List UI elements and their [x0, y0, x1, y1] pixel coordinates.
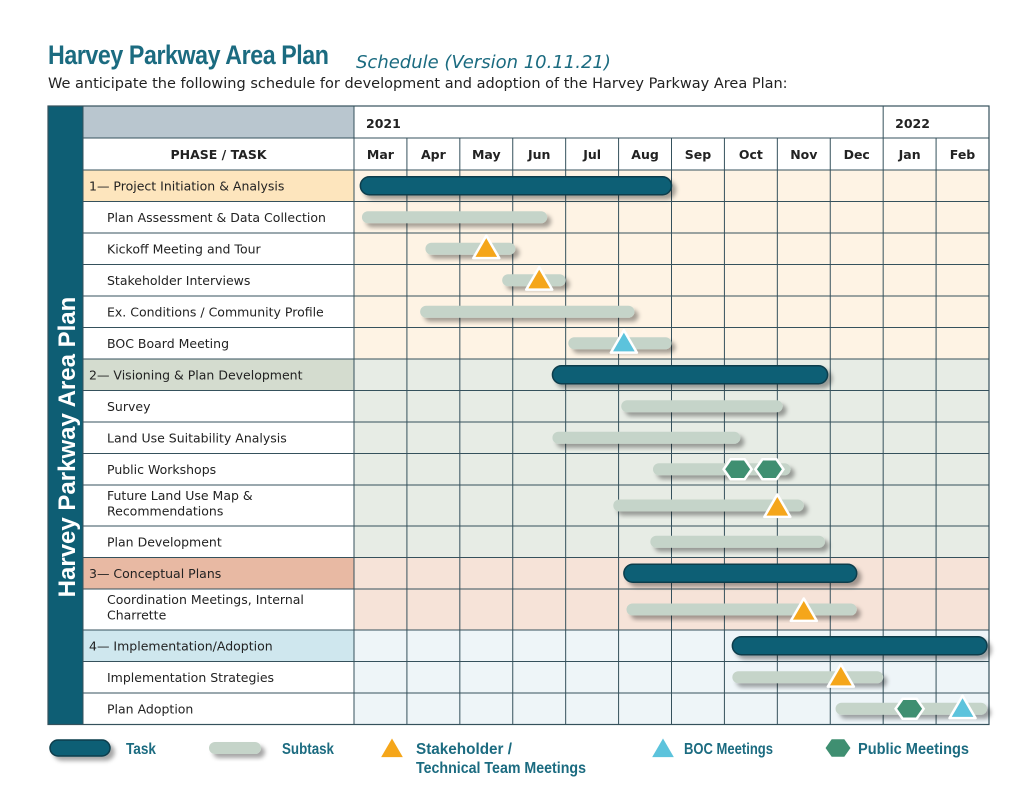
legend-label: BOC Meetings: [684, 741, 773, 758]
page-subtitle: Schedule (Version 10.11.21): [356, 52, 611, 73]
year-label: 2021: [366, 116, 401, 131]
month-label: May: [471, 147, 501, 162]
intro-text: We anticipate the following schedule for development and adoption of the Harvey Parkway Area Plan:: [48, 76, 788, 92]
task-label: Charrette: [107, 607, 167, 623]
task-label: Recommendations: [107, 503, 224, 519]
month-label: Jun: [527, 147, 551, 162]
month-label: Aug: [631, 147, 659, 162]
month-label: Nov: [790, 147, 818, 162]
task-bar: [732, 637, 987, 655]
task-label: Plan Adoption: [107, 701, 194, 717]
task-label: Coordination Meetings, Internal: [107, 592, 304, 607]
task-label: BOC Board Meeting: [107, 335, 230, 351]
subtask-bar: [627, 604, 857, 616]
month-label: Mar: [366, 147, 394, 162]
task-label: Plan Development: [107, 534, 222, 550]
subtask-bar: [552, 432, 740, 444]
task-bar: [624, 564, 857, 582]
subtask-bar: [425, 243, 515, 255]
legend-boc-icon: [650, 736, 676, 758]
year-header-row: [354, 106, 989, 138]
subtask-bar: [362, 211, 547, 223]
public-meeting-icon: [755, 459, 783, 479]
phase-label: 1— Project Initiation & Analysis: [89, 178, 285, 194]
month-label: Sep: [684, 147, 712, 162]
subtask-bar: [650, 536, 825, 548]
legend-label: Public Meetings: [858, 741, 969, 758]
subtask-bar: [732, 671, 883, 683]
task-label: Ex. Conditions / Community Profile: [107, 304, 324, 320]
legend-task-swatch: [50, 740, 110, 756]
month-label: Dec: [843, 147, 870, 162]
month-label: Jul: [583, 147, 602, 162]
phase-task-header: PHASE / TASK: [170, 147, 267, 162]
subtask-bar: [621, 400, 782, 412]
legend-label: Technical Team Meetings: [416, 760, 586, 777]
year-label: 2022: [895, 116, 930, 131]
task-label: Plan Assessment & Data Collection: [107, 209, 326, 225]
page-title: Harvey Parkway Area Plan: [48, 40, 329, 70]
month-label: Oct: [738, 147, 763, 162]
task-label: Public Workshops: [107, 461, 217, 477]
legend-public-icon: [824, 738, 852, 758]
task-label: Kickoff Meeting and Tour: [107, 241, 261, 257]
task-label: Survey: [107, 398, 151, 414]
legend-label: Subtask: [282, 741, 335, 758]
phase-label: 2— Visioning & Plan Development: [89, 367, 303, 383]
legend-subtask-swatch: [209, 742, 261, 754]
task-label: Land Use Suitability Analysis: [107, 430, 287, 446]
month-label: Feb: [949, 147, 976, 162]
task-label: Stakeholder Interviews: [107, 272, 251, 288]
month-label: Apr: [420, 147, 446, 162]
legend-stakeholder-icon: [379, 736, 405, 758]
sidebar-label: Harvey Parkway Area Plan: [54, 296, 81, 598]
legend-label: Task: [126, 741, 157, 758]
task-label: Implementation Strategies: [107, 669, 275, 685]
public-meeting-icon: [896, 699, 924, 719]
subtask-bar: [420, 306, 634, 318]
month-label: Jan: [898, 147, 921, 162]
task-bar: [552, 366, 827, 384]
public-meeting-icon: [724, 459, 752, 479]
legend-label: Stakeholder /: [416, 741, 513, 758]
task-bar: [360, 177, 671, 195]
phase-label: 4— Implementation/Adoption: [89, 638, 273, 654]
header-corner: [83, 106, 354, 138]
phase-label: 3— Conceptual Plans: [89, 565, 222, 581]
task-label: Future Land Use Map &: [107, 488, 253, 503]
